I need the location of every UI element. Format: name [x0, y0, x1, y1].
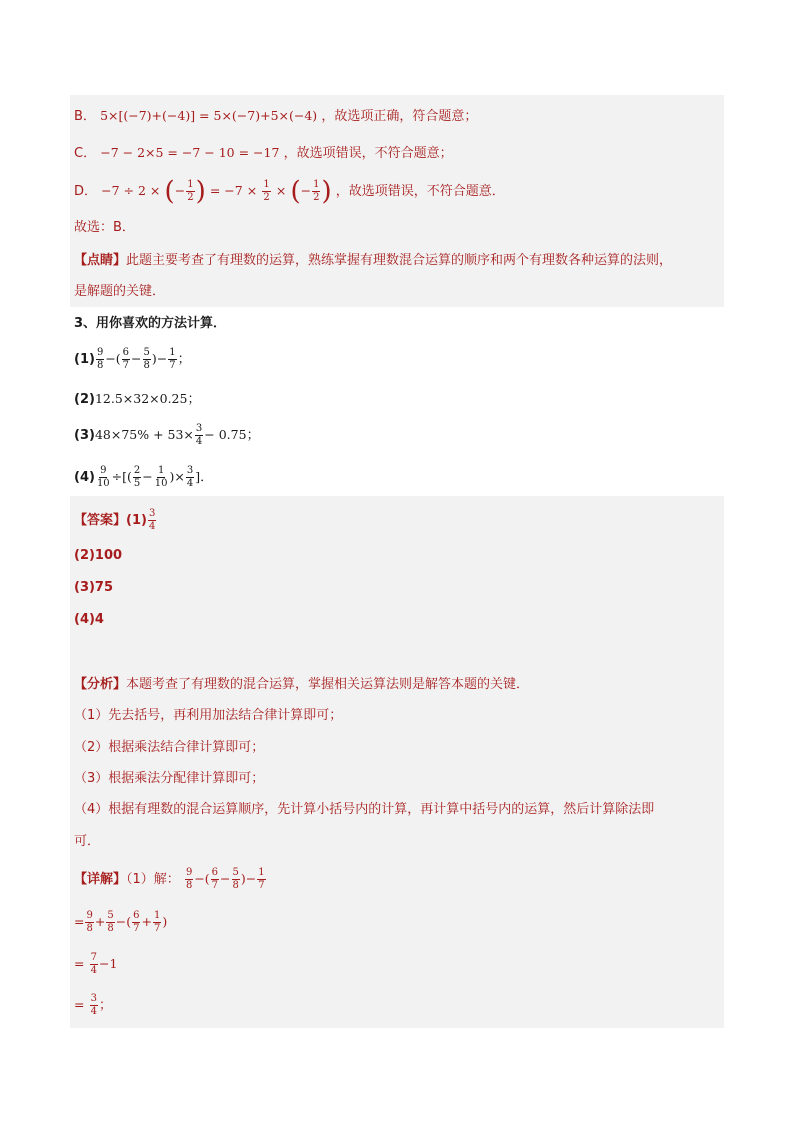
analysis-step-3: （3）根据乘法分配律计算即可； [74, 771, 265, 786]
dianjing-line-1: 【点睛】此题主要考查了有理数的运算，熟练掌握有理数混合运算的顺序和两个有理数各种运算的法则， [74, 253, 673, 268]
answer-line-3: (3)75 [74, 580, 114, 595]
final-choice: 故选：B． [74, 220, 135, 235]
analysis-step-1: （1）先去括号，再利用加法结合律计算即可； [74, 708, 343, 723]
analysis-intro: 【分析】本题考查了有理数的混合运算，掌握相关运算法则是解答本题的关键． [74, 677, 530, 692]
option-d: D． −7 ÷ 2 × (− $\frac{1}{2}$ ) = −7 × $\frac{1}{2}$ × (− $\frac{1}{2}$ ) ，故选项错误，不符合题意． [74, 176, 505, 207]
detail-step-3: = $\frac{3}{4}$ ； [74, 993, 113, 1017]
fraction: $\frac{1}{2}$ [187, 179, 194, 203]
answer-line-2: (2)100 [74, 548, 123, 563]
q3-part-1: (1) $\frac{9}{8}$ −( $\frac{6}{7}$ − $\frac{5}{8}$ )− $\frac{1}{7}$ ； [74, 347, 191, 371]
option-b: B． 5×[(−7)+(−4)] = 5×(−7)+5×(−4) ，故选项正确，符合题意； [74, 108, 478, 124]
dianjing-line-2: 是解题的关键． [74, 284, 166, 299]
solution-block-bottom [70, 496, 724, 1028]
detail-step-1: = $\frac{9}{8}$ + $\frac{5}{8}$ −( $\frac{6}{7}$ + $\frac{1}{7}$ ) [74, 910, 168, 934]
q3-part-3: (3)48×75% + 53× $\frac{3}{4}$ − 0.75； [74, 423, 260, 447]
analysis-step-2: （2）根据乘法结合律计算即可； [74, 740, 265, 755]
detail-line-1: 【详解】（1）解： $\frac{9}{8}$ −( $\frac{6}{7}$ − $\frac{5}{8}$ )− $\frac{1}{7}$ [74, 867, 265, 891]
q3-part-2: (2)12.5×32×0.25； [74, 391, 201, 407]
option-c: C． −7 − 2×5 = −7 − 10 = −17 ，故选项错误，不符合题意； [74, 145, 453, 161]
question-3-title: 3、用你喜欢的方法计算． [74, 316, 227, 331]
detail-tag: 【详解】 [74, 872, 127, 887]
fraction: $\frac{1}{2}$ [313, 179, 320, 203]
analysis-tag: 【分析】 [74, 677, 127, 692]
answer-line-4: (4)4 [74, 612, 104, 627]
fraction: $\frac{1}{2}$ [263, 179, 270, 203]
q3-part-4: (4) $\frac{9}{10}$ ÷[( $\frac{2}{5}$ − $\frac{1}{10}$ )× $\frac{3}{4}$ ]． [74, 465, 214, 489]
answer-line-1: 【答案】(1) $\frac{3}{4}$ [74, 508, 156, 532]
analysis-step-4a: （4）根据有理数的混合运算顺序，先计算小括号内的计算，再计算中括号内的运算，然后计算除法即 [74, 802, 655, 817]
detail-step-2: = $\frac{7}{4}$ −1 [74, 952, 118, 976]
analysis-step-4b: 可． [74, 834, 101, 849]
option-c-math: −7 − 2×5 = −7 − 10 = −17 [100, 145, 280, 160]
option-b-math: 5×[(−7)+(−4)] = 5×(−7)+5×(−4) [100, 108, 318, 123]
answer-tag: 【答案】 [74, 513, 127, 528]
dianjing-tag: 【点睛】 [74, 253, 127, 268]
